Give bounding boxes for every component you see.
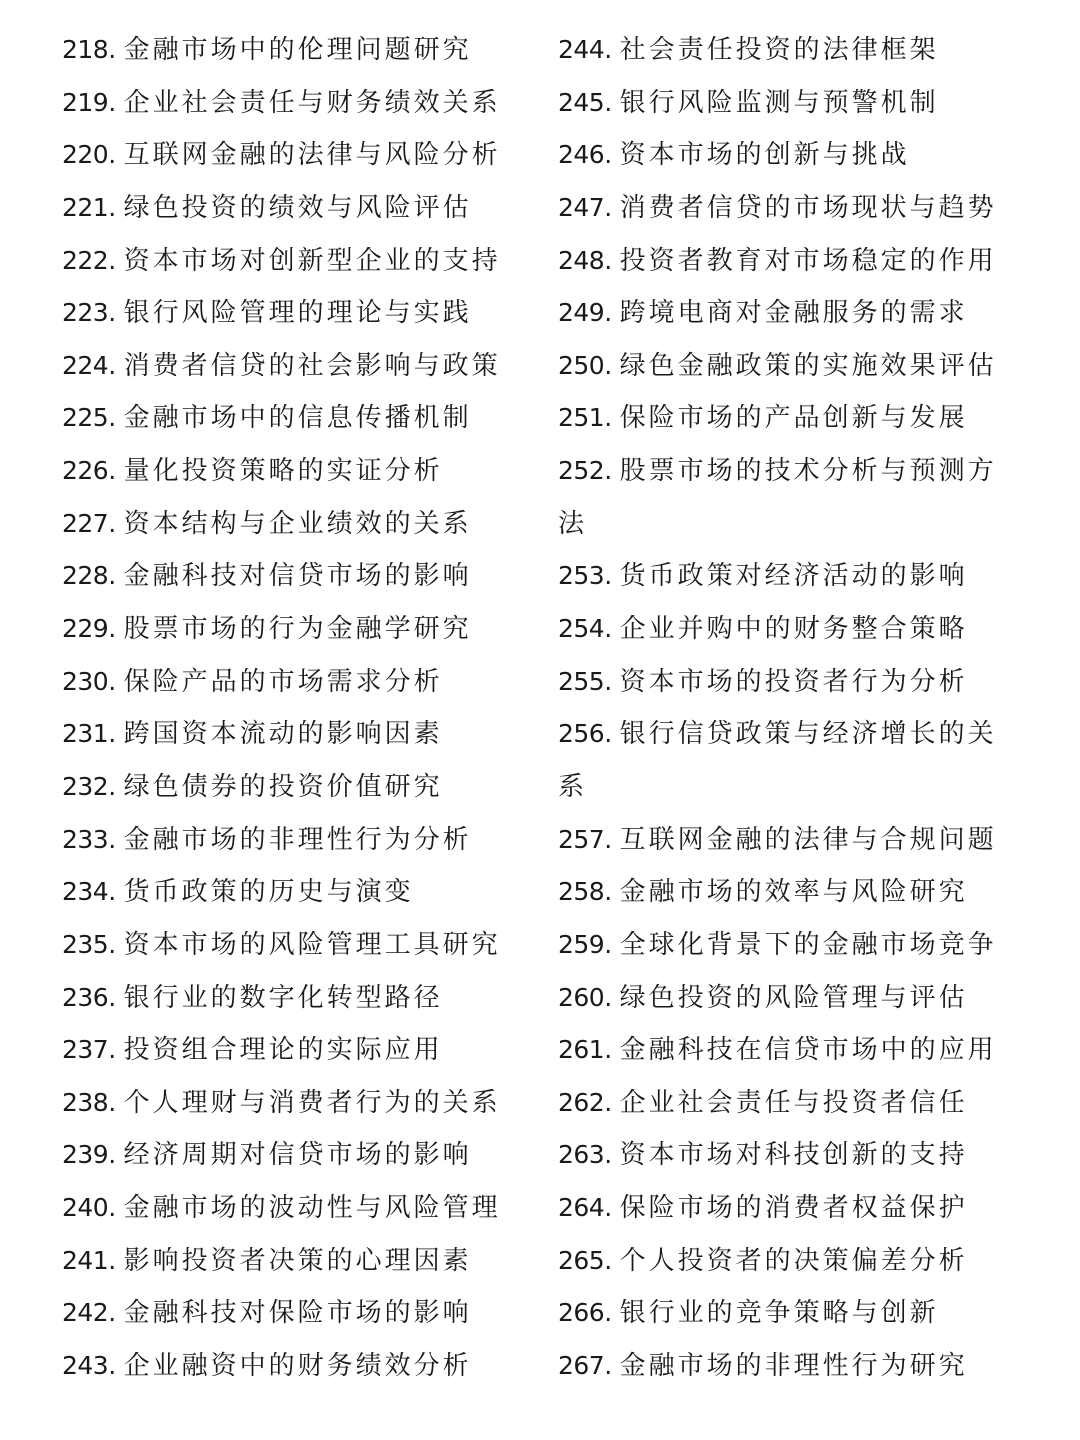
topic-item: [62, 1129, 532, 1182]
topic-item: [62, 129, 532, 182]
topic-number: 224.: [62, 350, 116, 380]
topic-number: 222.: [62, 245, 116, 275]
topic-number: 237.: [62, 1035, 116, 1065]
topic-number: 245.: [558, 87, 612, 117]
topic-title: 企业社会责任与财务绩效关系: [123, 87, 501, 118]
topic-item: [558, 1024, 1028, 1077]
topic-item: [558, 498, 1028, 551]
topic-title: 保险市场的消费者权益保护: [619, 1193, 968, 1224]
topic-title: 银行业的数字化转型路径: [123, 982, 443, 1013]
topic-title: 跨国资本流动的影响因素: [123, 719, 443, 750]
topic-item: [558, 129, 1028, 182]
topic-item: [558, 1287, 1028, 1340]
topic-title: 法: [558, 508, 588, 539]
topic-item: [558, 814, 1028, 867]
topic-number: 246.: [558, 140, 612, 170]
topic-number: 239.: [62, 1140, 116, 1170]
topic-title: 企业并购中的财务整合策略: [619, 614, 968, 645]
topic-title: 资本市场的风险管理工具研究: [123, 929, 501, 960]
topic-item: [558, 972, 1028, 1025]
topic-title: 货币政策对经济活动的影响: [619, 561, 968, 592]
topic-title: 消费者信贷的市场现状与趋势: [619, 192, 997, 223]
topic-number: 264.: [558, 1193, 612, 1223]
topic-item: [558, 708, 1028, 761]
topic-number: 236.: [62, 982, 116, 1012]
topic-title: 投资组合理论的实际应用: [123, 1035, 443, 1066]
topic-title: 个人投资者的决策偏差分析: [619, 1245, 968, 1276]
topic-number: 219.: [62, 87, 116, 117]
topic-title: 金融科技在信贷市场中的应用: [619, 1035, 997, 1066]
topic-title: 金融市场的效率与风险研究: [619, 877, 968, 908]
topic-item: [62, 919, 532, 972]
topic-title: 个人理财与消费者行为的关系: [123, 1087, 501, 1118]
topic-title: 金融市场中的信息传播机制: [123, 403, 472, 434]
topic-title: 金融市场的非理性行为分析: [123, 824, 472, 855]
topic-number: 228.: [62, 561, 116, 591]
topic-item: [558, 1340, 1028, 1393]
topic-item: [62, 340, 532, 393]
topic-number: 252.: [558, 456, 612, 486]
topic-title: 银行信贷政策与经济增长的关: [619, 719, 997, 750]
topic-title: 企业社会责任与投资者信任: [619, 1087, 968, 1118]
topic-title: 银行业的竞争策略与创新: [619, 1298, 939, 1329]
topic-item: [62, 235, 532, 288]
topic-title: 股票市场的技术分析与预测方: [619, 456, 997, 487]
topic-title: 资本市场对科技创新的支持: [619, 1140, 968, 1171]
topic-item: [62, 708, 532, 761]
topic-title: 投资者教育对市场稳定的作用: [619, 245, 997, 276]
topic-number: 267.: [558, 1351, 612, 1381]
topic-number: 225.: [62, 403, 116, 433]
topic-number: 263.: [558, 1140, 612, 1170]
topic-item: [62, 550, 532, 603]
topic-item: [558, 287, 1028, 340]
topic-item: [558, 1182, 1028, 1235]
topic-title: 互联网金融的法律与风险分析: [123, 140, 501, 171]
topic-number: 242.: [62, 1298, 116, 1328]
topic-item: [558, 1235, 1028, 1288]
topic-item: [62, 77, 532, 130]
topic-number: 256.: [558, 719, 612, 749]
topic-item: [558, 1077, 1028, 1130]
topic-item: [62, 1182, 532, 1235]
topic-item: [62, 866, 532, 919]
topic-item: [62, 287, 532, 340]
topic-item: [558, 550, 1028, 603]
topic-number: 258.: [558, 877, 612, 907]
topic-item: [62, 972, 532, 1025]
topic-title: 资本市场对创新型企业的支持: [123, 245, 501, 276]
topic-title: 银行风险管理的理论与实践: [123, 298, 472, 329]
topic-item: [62, 1340, 532, 1393]
topic-title: 跨境电商对金融服务的需求: [619, 298, 968, 329]
topic-number: 266.: [558, 1298, 612, 1328]
topic-title: 影响投资者决策的心理因素: [123, 1245, 472, 1276]
topic-item: [62, 182, 532, 235]
topic-title: 互联网金融的法律与合规问题: [619, 824, 997, 855]
topic-item: [558, 1129, 1028, 1182]
topic-item: [558, 866, 1028, 919]
topic-title: 资本市场的创新与挑战: [619, 140, 910, 171]
topic-item: [62, 498, 532, 551]
topic-number: 262.: [558, 1087, 612, 1117]
topic-number: 249.: [558, 298, 612, 328]
topic-item: [62, 445, 532, 498]
topic-title: 保险产品的市场需求分析: [123, 666, 443, 697]
topic-item: [558, 340, 1028, 393]
topic-title: 股票市场的行为金融学研究: [123, 614, 472, 645]
topic-number: 218.: [62, 35, 116, 64]
topic-item: [62, 1287, 532, 1340]
topic-item: [558, 445, 1028, 498]
topic-title: 经济周期对信贷市场的影响: [123, 1140, 472, 1171]
topic-title: 系: [558, 771, 588, 802]
topic-number: 259.: [558, 929, 612, 959]
topic-item: [558, 235, 1028, 288]
topic-number: 227.: [62, 508, 116, 538]
topic-number: 250.: [558, 350, 612, 380]
topic-item: [62, 1024, 532, 1077]
topic-item: [558, 24, 1028, 77]
topic-number: 230.: [62, 666, 116, 696]
topic-title: 金融市场的非理性行为研究: [619, 1351, 968, 1382]
topic-number: 233.: [62, 824, 116, 854]
topic-number: 238.: [62, 1087, 116, 1117]
topic-number: 235.: [62, 929, 116, 959]
topic-title: 消费者信贷的社会影响与政策: [123, 350, 501, 381]
topic-item: [62, 1077, 532, 1130]
topic-title: 银行风险监测与预警机制: [619, 87, 939, 118]
topic-number: 232.: [62, 771, 116, 801]
topic-number: 241.: [62, 1245, 116, 1275]
topic-title: 绿色投资的风险管理与评估: [619, 982, 968, 1013]
topic-item: [62, 1235, 532, 1288]
topic-item: [558, 761, 1028, 814]
topic-number: 257.: [558, 824, 612, 854]
topic-title: 金融市场的波动性与风险管理: [123, 1193, 501, 1224]
topic-number: 234.: [62, 877, 116, 907]
topic-number: 261.: [558, 1035, 612, 1065]
topic-number: 226.: [62, 456, 116, 486]
topic-number: 247.: [558, 192, 612, 222]
topic-item: [62, 603, 532, 656]
right-column-list: [558, 24, 1028, 1393]
topic-item: [558, 919, 1028, 972]
topic-number: 240.: [62, 1193, 116, 1223]
topic-number: 223.: [62, 298, 116, 328]
topic-item: [558, 182, 1028, 235]
topic-title: 全球化背景下的金融市场竞争: [619, 929, 997, 960]
topic-number: 253.: [558, 561, 612, 591]
topic-number: 255.: [558, 666, 612, 696]
topic-title: 保险市场的产品创新与发展: [619, 403, 968, 434]
topic-number: 231.: [62, 719, 116, 749]
topic-title: 金融市场中的伦理问题研究: [123, 35, 472, 65]
topic-title: 绿色金融政策的实施效果评估: [619, 350, 997, 381]
topic-item: [558, 656, 1028, 709]
topic-number: 221.: [62, 192, 116, 222]
topic-item: [62, 814, 532, 867]
topic-number: 244.: [558, 35, 612, 64]
topic-title: 企业融资中的财务绩效分析: [123, 1351, 472, 1382]
topic-title: 货币政策的历史与演变: [123, 877, 414, 908]
left-column-list: [62, 24, 532, 1393]
topic-item: [558, 603, 1028, 656]
topic-number: 251.: [558, 403, 612, 433]
topic-number: 248.: [558, 245, 612, 275]
topic-title: 金融科技对保险市场的影响: [123, 1298, 472, 1329]
topic-number: 229.: [62, 614, 116, 644]
topic-number: 243.: [62, 1351, 116, 1381]
topic-title: 资本结构与企业绩效的关系: [123, 508, 472, 539]
topic-title: 社会责任投资的法律框架: [619, 35, 939, 65]
topic-title: 绿色债券的投资价值研究: [123, 771, 443, 802]
topic-number: 260.: [558, 982, 612, 1012]
topic-item: [558, 77, 1028, 130]
topic-title: 量化投资策略的实证分析: [123, 456, 443, 487]
topic-item: [62, 761, 532, 814]
topic-title: 金融科技对信贷市场的影响: [123, 561, 472, 592]
topic-number: 220.: [62, 140, 116, 170]
topic-title: 资本市场的投资者行为分析: [619, 666, 968, 697]
topic-title: 绿色投资的绩效与风险评估: [123, 192, 472, 223]
topic-item: [62, 656, 532, 709]
topic-number: 254.: [558, 614, 612, 644]
topic-item: [558, 392, 1028, 445]
topic-number: 265.: [558, 1245, 612, 1275]
topic-item: [62, 392, 532, 445]
topic-item: [62, 24, 532, 77]
